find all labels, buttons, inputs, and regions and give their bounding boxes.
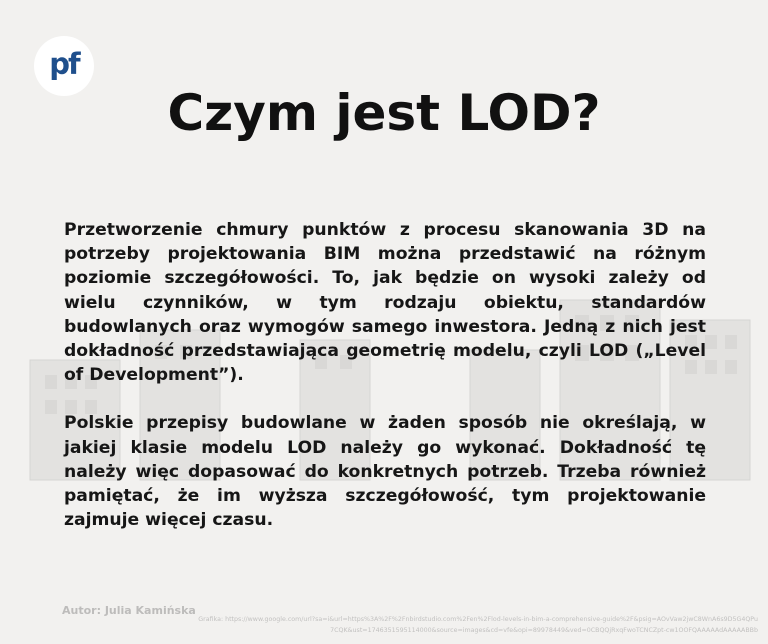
page-title: Czym jest LOD?: [167, 84, 601, 142]
paragraph-2: Polskie przepisy budowlane w żaden sposób nie określają, w jakiej klasie modelu LOD należy go wykonać. Dokładność tę należy więc dopasować do konkretnych potrzeb. Trzeba również pamiętać, że im wyższa szczegółowość, tym projektowanie zajmuje więcej czasu.: [64, 413, 706, 531]
logo-text: pf: [49, 47, 79, 81]
image-source-credit: Grafika: https://www.google.com/url?sa=i&url=https%3A%2F%2Fnbirdstudio.com%2Fen%2Flod-levels-in-bim-a-comprehensive-guide%2F&psig=AOvVaw2jwC8WnA6s9D5G4QPu7CQK&ust=1746351595114000&source=images&cd=vfe&opi=89978449&ved=0CBQQjRxqFwoTCNCZpt-cw1OOFQAAAAAdAAAAABBb: [198, 616, 758, 634]
article-body: [64, 218, 706, 556]
author-credit: Autor: Julia Kamińska: [62, 604, 196, 617]
paragraph-1: Przetworzenie chmury punktów z procesu skanowania 3D na potrzeby projektowania BIM można przedstawić na różnym poziomie szczegółowości. To, jak będzie on wysoki zależy od wielu czynników, w tym rodzaju obiektu, standardów budowlanych oraz wymogów samego inwestora. Jedną z nich jest dokładność przedstawiająca geometrię modelu, czyli LOD („Level of Development”).: [64, 220, 706, 386]
